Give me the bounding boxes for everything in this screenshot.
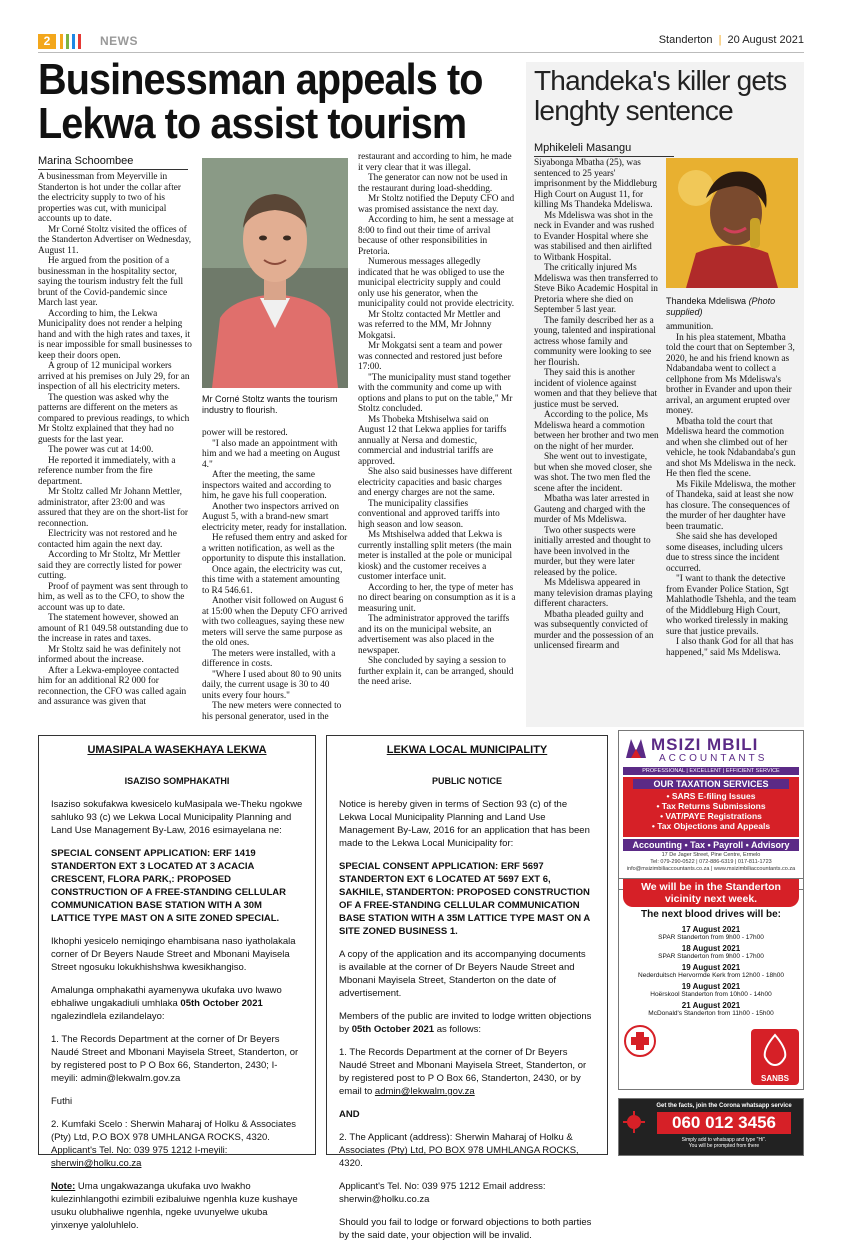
paragraph: Numerous messages allegedly indicated that he was obliged to use the municipal electricity supply and could only use his generator, when the municipality could not provide electricity.	[358, 257, 515, 309]
paragraph: A businessman from Meyerville in Standerton is hot under the collar after the electricity supply to two of his properties was cut, with municipal accounts up to date.	[38, 172, 182, 224]
corona-line-1: Simply add to whatsapp and type "Hi".	[681, 1137, 767, 1143]
paragraph: Ms Mdeliswa was shot in the neck in Evander and was rushed to Evander Hospital where she was stabilised and then airlifted to Witbank Hospital.	[534, 210, 655, 263]
page-number: 2	[38, 34, 56, 49]
paragraph: The administrator approved the tariffs and its on the municipal website, an advertisement was also placed in the newspaper.	[358, 614, 510, 656]
drive-date: 21 August 2021	[681, 1001, 741, 1010]
drive-detail: SPAR Standerton from 9h00 - 17h00	[658, 934, 764, 941]
drive-detail: McDonald's Standerton from 11h00 - 15h00	[648, 1010, 774, 1017]
notice-zulu-para2: Ikhophi yesicelo nemiqingo ehambisana naso iyatholakala corner of Dr Beyers Naude Street and Mbonani Mayisela Street ngosuku lokukhishshwa kwesikhangiso.	[51, 936, 296, 973]
corona-whatsapp-ad[interactable]	[618, 1098, 804, 1156]
drive-date: 17 August 2021	[681, 925, 741, 934]
paragraph: The municipality classifies conventional and approved tariffs into high season and low season.	[358, 498, 500, 530]
paragraph: The new meters were connected to his personal generator, used in the	[202, 701, 342, 722]
notice-zulu	[38, 735, 316, 1231]
paragraph: Mbatha pleaded guilty and was subsequently convicted of murder and the possession of an unlicensed firearm and	[534, 609, 654, 651]
paragraph: restaurant and according to him, he made it very clear that it was illegal.	[358, 152, 512, 173]
msizi-address: 17 De Jager Street, Pine Centre, Ermelo	[661, 852, 761, 858]
service-item: • Tax Objections and Appeals	[651, 821, 771, 831]
corona-instructions	[649, 1137, 799, 1149]
paragraph: He argued from the position of a businessman in the hospitality sector, saying the tourism industry felt the full brunt of the Covid-pandemic since March last year.	[38, 256, 184, 308]
paragraph: She went out to investigate, but when she moved closer, she was shot. The two men fled the scene after the incident.	[534, 452, 652, 494]
paragraph: The question was asked why the patterns are different on the meters as compared to previous readings, to which Mr Stoltz explained that they had no guests for the last year.	[38, 392, 190, 445]
paragraph: He reported it immediately, with a reference number from the fire department.	[38, 455, 176, 487]
paragraph: Ms Thobeka Mtshiselwa said on August 12 that Lekwa applies for tariffs annually at Nersa and domestic, commercial and industrial tariffs are approved.	[358, 414, 507, 467]
main-headline	[38, 55, 520, 148]
drive-date: 18 August 2021	[681, 944, 741, 953]
notice-english-closing: Should you fail to lodge or forward objections to both parties by the said date, your objection will be invalid.	[339, 1217, 592, 1241]
paragraph: I also thank God for all that has happened," said Ms Mdeliswa.	[666, 637, 794, 658]
side-column-1	[534, 158, 660, 723]
paragraph: According to him, he sent a message at 8:00 to find out their time of arrival because of other responsibilities in Pretoria.	[358, 215, 514, 257]
headline-line-1: Businessman appeals to	[38, 55, 483, 104]
page-header	[38, 34, 804, 50]
drive-detail: Nederduitsch Hervormde Kerk from 12h00 - 18h00	[638, 972, 784, 979]
paragraph: Mr Stoltz called Mr Johann Mettler, administrator, after 23:00 and was assured that they are on the short-list for reconnection.	[38, 487, 188, 529]
corona-top: Get the facts, join the Corona whatsapp service	[656, 1103, 792, 1109]
paragraph: She concluded by saying a session to further explain it, can be arranged, should the need arise.	[358, 656, 514, 687]
paragraph: Ms Mdeliswa appeared in many television dramas playing different characters.	[534, 578, 653, 609]
paragraph: After the meeting, the same inspectors waited and according to him, he gave his full cooperation.	[202, 470, 332, 501]
virus-icon	[623, 1111, 645, 1133]
masthead-info	[659, 34, 804, 46]
paragraph: She also said businesses have different electricity capacities and basic charges and energy charges are not the same.	[358, 467, 513, 498]
msizi-footer-services: Accounting • Tax • Payroll • Advisory	[623, 839, 799, 851]
paragraph: Ms Mtshiselwa added that Lekwa is currently installing split meters (the main meter is installed at the pole or municipal kiosk) and the customer receives a customer interface unit.	[358, 530, 513, 582]
drive-date: 19 August 2021	[681, 963, 741, 972]
paragraph: Mr Stoltz notified the Deputy CFO and was promised assistance the next day.	[358, 194, 515, 215]
blood-drop-icon	[751, 1029, 799, 1069]
paragraph: She said she has developed some diseases, including ulcers due to stress since the incident occurred.	[666, 532, 783, 574]
mdeliswa-photo	[666, 158, 798, 288]
notice-zulu-item1: 1. The Records Department at the corner of Dr Beyers Naudé Street and Mbonani Mayisela Street, Standerton, or by registered post to P O Box 66, Standerton, 2430; I-meyili: admin@lekwalm.gov.za	[51, 1034, 299, 1084]
side-column-2	[666, 322, 798, 722]
issue-date: 20 August 2021	[727, 34, 804, 46]
service-item: • VAT/PAYE Registrations	[660, 811, 762, 821]
paragraph: He refused them entry and asked for a written notification, as well as the opportunity to dispute this installation.	[202, 533, 348, 564]
paragraph: A group of 12 municipal workers arrived at his premises on July 29, for an inspection of all his electricity meters.	[38, 361, 190, 392]
notice-english-title: LEKWA LOCAL MUNICIPALITY	[386, 744, 548, 756]
paragraph: In his plea statement, Mbatha told the court that on September 3, 2020, he and his friend known as Ndabandaba went to collect a cellphone from Ms Mdeliswa's brother in Evander and upon their arrival, an argument erupted over money.	[666, 332, 795, 416]
paragraph: The family described her as a young, talented and inspirational actress whose family and community were looking to see her flourish.	[534, 315, 656, 368]
side-byline: Mphikeleli Masangu	[534, 142, 674, 157]
medical-cross-icon	[623, 1024, 657, 1058]
service-item: • SARS E-filing Issues	[666, 791, 756, 801]
stoltz-photo	[202, 158, 348, 388]
notice-english-application: SPECIAL CONSENT APPLICATION: ERF 5697 STANDERTON EXT 6 LOCATED AT 5697 EXT 6, SAKHILE, STANDERTON: PROPOSED CONSTRUCTION OF A FREE-STANDING CELLULAR COMMUNICATION BASE STATION WITH A 35M LATTICE TYPE MAST ON A SITE ZONED BUSINESS 1.	[339, 861, 590, 937]
caption-name: Thandeka Mdeliswa	[666, 296, 747, 306]
notice-zulu-note: Note: Uma ungakwazanga ukufaka uvo lwakho kulezinhlangothi ezimbili ezibaluiwe ngenhla kuze kushaye usuku olubhaliwe ngenhla, ngeke uvunyelwe ukuba yinxenye yaloluhlelo.	[51, 1181, 298, 1231]
msizi-services	[623, 777, 799, 837]
corona-number[interactable]: 060 012 3456	[657, 1112, 791, 1134]
notice-english-subtitle: PUBLIC NOTICE	[431, 776, 502, 786]
notice-zulu-para3: Amalunga omphakathi ayamenywa ukufaka uvo lwawo ebhaliwe ungakadiuli umhlaka 05th October 2021 ngalezindlela ezilandelayo:	[51, 985, 282, 1022]
notice-english-para2: A copy of the application and its accompanying documents is available at the corner of Dr Beyers Naude Street and Mbonani Mayisela Street, Standerton on the date of advertisement.	[339, 949, 586, 999]
sanbs-ad[interactable]	[618, 878, 804, 1090]
sanbs-logo-text: SANBS	[760, 1074, 789, 1083]
stoltz-photo-caption: Mr Corné Stoltz wants the tourism industry to flourish.	[202, 394, 338, 415]
paragraph: Ms Fikile Mdeliswa, the mother of Thandeka, said at least she now has closure. The consequences of the murder of her daughter have been traumatic.	[666, 479, 796, 532]
drive-detail: Hoërskool Standerton from 10h00 - 14h00	[650, 991, 772, 998]
drive-date: 19 August 2021	[681, 982, 741, 991]
paragraph: The statement however, showed an amount of R1 049.58 outstanding due to the increase in rates and taxes.	[38, 613, 189, 644]
msizi-logo-icon	[625, 737, 647, 759]
notice-zulu-application: SPECIAL CONSENT APPLICATION: ERF 1419 STANDERTON EXT 3 LOCATED AT 3 ACACIA CRESCENT, FLORA PARK,: PROPOSED CONSTRUCTION OF A FREE-STANDING CELLULAR COMMUNICATION BASE STATION WITH A 30M LATTICE TYPE MAST ON A SITE ZONED SPECIAL.	[51, 848, 287, 924]
notice-english-item2: 2. The Applicant (address): Sherwin Maharaj of Holku & Associates (Pty) Ltd, PO BOX 978 UMHLANGA ROCKS, 4320.	[339, 1132, 579, 1169]
notice-zulu-title: UMASIPALA WASEKHAYA LEKWA	[87, 744, 267, 756]
paragraph: The power was cut at 14:00.	[48, 445, 154, 455]
msizi-brand-sub: ACCOUNTANTS	[659, 753, 768, 764]
notice-english-para3: Members of the public are invited to lodge written objections by 05th October 2021 as follows:	[339, 1011, 592, 1035]
blood-drive-list	[619, 923, 803, 1018]
separator: |	[718, 34, 722, 46]
email-link[interactable]: admin@lekwalm.gov.za	[80, 1073, 181, 1084]
notice-zulu-intro: Isaziso sokufakwa kwesicelo kuMasipala we-Theku ngokwe sahluko 93 (c) we Lekwa Local Municipality Planning and Land Use Management By-Law, 2016 esimayelana ne:	[51, 799, 303, 836]
headline-line-2: Lekwa to assist tourism	[38, 99, 467, 148]
paragraph: Mr Mokgatsi sent a team and power was connected and restored just before 17:00.	[358, 341, 503, 372]
sanbs-headline: We will be in the Standerton vicinity next week.	[623, 879, 799, 907]
paragraph: According to the police, Ms Mdeliswa heard a commotion between her brother and two men on the night of her murder.	[534, 410, 659, 452]
paragraph: Mbatha was later arrested in Gauteng and charged with the murder of Ms Mdeliswa.	[534, 494, 650, 525]
email-link[interactable]: sherwin@holku.co.za	[51, 1158, 142, 1169]
msizi-contact	[623, 852, 799, 873]
publication-name: Standerton	[658, 34, 713, 46]
sanbs-logo	[751, 1029, 799, 1085]
notice-english-tel: Applicant's Tel. No: 039 975 1212 Email address: sherwin@holku.co.za	[339, 1181, 546, 1205]
paragraph: The generator can now not be used in the restaurant during load-shedding.	[358, 173, 508, 194]
color-bars	[60, 34, 96, 49]
email-link[interactable]: admin@lekwalm.gov.za	[374, 1086, 475, 1097]
paragraph: Once again, the electricity was cut, this time with a statement amounting to R4 546.61.	[202, 564, 343, 596]
paragraph: ammunition.	[666, 322, 714, 332]
paragraph: According to Mr Stoltz, Mr Mettler said they are correctly listed for power cutting.	[38, 550, 182, 581]
msizi-tel: Tel: 079-290-0522 | 072-886-6319 | 017-811-1723	[650, 859, 772, 865]
paragraph: Another two inspectors arrived on August 5, with a brand-new smart electricity meter, ready for installation.	[202, 501, 347, 533]
msizi-brand: MSIZI MBILI	[651, 735, 759, 754]
drive-detail: SPAR Standerton from 9h00 - 17h00	[658, 953, 764, 960]
paragraph: Mr Corné Stoltz visited the offices of the Standerton Advertiser on Wednesday, August 11.	[38, 224, 192, 256]
msizi-tagline: PROFESSIONAL | EXCELLENT | EFFICIENT SERVICE	[623, 767, 799, 775]
corona-line-2: You will be prompted from there	[688, 1143, 760, 1149]
paragraph: According to her, the type of meter has no direct bearing on consumption as it is a measuring unit.	[358, 582, 516, 614]
notice-english-intro: Notice is hereby given in terms of Section 93 (c) of the Lekwa Local Municipality Planning and Land Use Management By-Law, 2016 for an application that has been made to the Lekwa Local Municipality for:	[339, 799, 590, 849]
main-column-1	[38, 172, 192, 727]
paragraph: power will be restored.	[202, 428, 288, 438]
notice-english	[326, 735, 608, 1241]
mdeliswa-caption	[666, 296, 798, 318]
paragraph: "The municipality must stand together with the community and come up with options and plans to put on the table," Mr Stoltz concluded.	[358, 372, 513, 414]
paragraph: Proof of payment was sent through to him, as well as to the CFO, to show the account was up to date.	[38, 581, 188, 613]
main-column-3	[358, 152, 516, 727]
service-item: • Tax Returns Submissions	[656, 801, 766, 811]
paragraph: After a Lekwa-employee contacted him for an additional R2 000 for reconnection, the CFO was called again and assurance was given that	[38, 665, 187, 707]
notice-zulu-subtitle: ISAZISO SOMPHAKATHI	[124, 776, 230, 786]
services-title: OUR TAXATION SERVICES	[633, 779, 789, 789]
notice-zulu-item2: 2. Kumfaki Scelo : Sherwin Maharaj of Holku & Associates (Pty) Ltd, P.O BOX 978 UMHLANGA ROCKS, 4320. Applicant's Tel. No: 039 975 1212 I-meyili: sherwin@holku.co.za	[51, 1119, 297, 1169]
paragraph: "Where I used about 80 to 90 units daily, the current usage is 30 to 40 units every four hours."	[202, 669, 342, 701]
paragraph: Electricity was not restored and he contacted him again the next day.	[38, 529, 177, 550]
notice-english-and: AND	[339, 1109, 360, 1120]
paragraph: Mr Stoltz contacted Mr Mettler and was referred to the MM, Mr Johnny Mokgatsi.	[358, 309, 501, 341]
notice-english-item1: 1. The Records Department at the corner of Dr Beyers Naudé Street and Mbonani Mayisela Street, Standerton, or by registered post to P O Box 66, Standerton, 2430, or by email to admin@lekwalm.gov.za	[339, 1047, 587, 1097]
paragraph: Two other suspects were initially arrested and thought to have been involved in the murder, but they were later released by the police.	[534, 525, 651, 578]
msizi-web[interactable]: info@msizimbiliaccountants.co.za | www.msizimbiliaccountants.co.za	[626, 866, 796, 872]
paragraph: They said this is another incident of violence against women and that they believe that justice must be served.	[534, 368, 658, 410]
paragraph: Siyabonga Mbatha (25), was sentenced to 25 years' imprisonment by the Middleburg High Court on August 11, for killing Ms Thandeka Mdeliswa.	[534, 158, 658, 210]
paragraph: The meters were installed, with a difference in costs.	[202, 648, 336, 669]
paragraph: Mr Stoltz said he was definitely not informed about the increase.	[38, 644, 181, 665]
section-label: NEWS	[100, 34, 138, 48]
main-column-2	[202, 428, 348, 728]
paragraph: "I want to thank the detective from Evander Police Station, Sgt Mahlathodle Tshehla, and the team of the Middleburg High Court, who worked tirelessly in making sure that justice prevails.	[666, 574, 797, 637]
main-byline: Marina Schoombee	[38, 155, 188, 170]
sanbs-subhead: The next blood drives will be:	[640, 909, 782, 920]
paragraph: Another visit followed on August 6 at 15:00 when the Deputy CFO arrived with two colleagues, saying these new meters will serve the same purpose as the old ones.	[202, 596, 348, 648]
header-rule	[38, 52, 804, 53]
paragraph: Mbatha told the court that Mdeliswa heard the commotion and when she climbed out of her vehicle, he took Ndabandaba's gun and shot Ms Mdeliswa in the neck. He then fled the scene.	[666, 416, 796, 479]
msizi-mbili-ad[interactable]	[618, 730, 804, 890]
caption-credit: (Photo supplied)	[666, 296, 776, 317]
notice-zulu-futhi: Futhi	[51, 1096, 73, 1107]
paragraph: The critically injured Ms Mdeliswa was then transferred to Steve Biko Academic Hospital in Pretoria where she died on September 5 last year.	[534, 263, 658, 315]
side-headline: Thandeka's killer gets lenghty sentence	[534, 65, 787, 126]
paragraph: "I also made an appointment with him and we had a meeting on August 4."	[202, 438, 341, 470]
paragraph: According to him, the Lekwa Municipality does not render a helping hand and with the high rates and taxes, it is near impossible for small businesses to keep their doors open.	[38, 308, 192, 361]
